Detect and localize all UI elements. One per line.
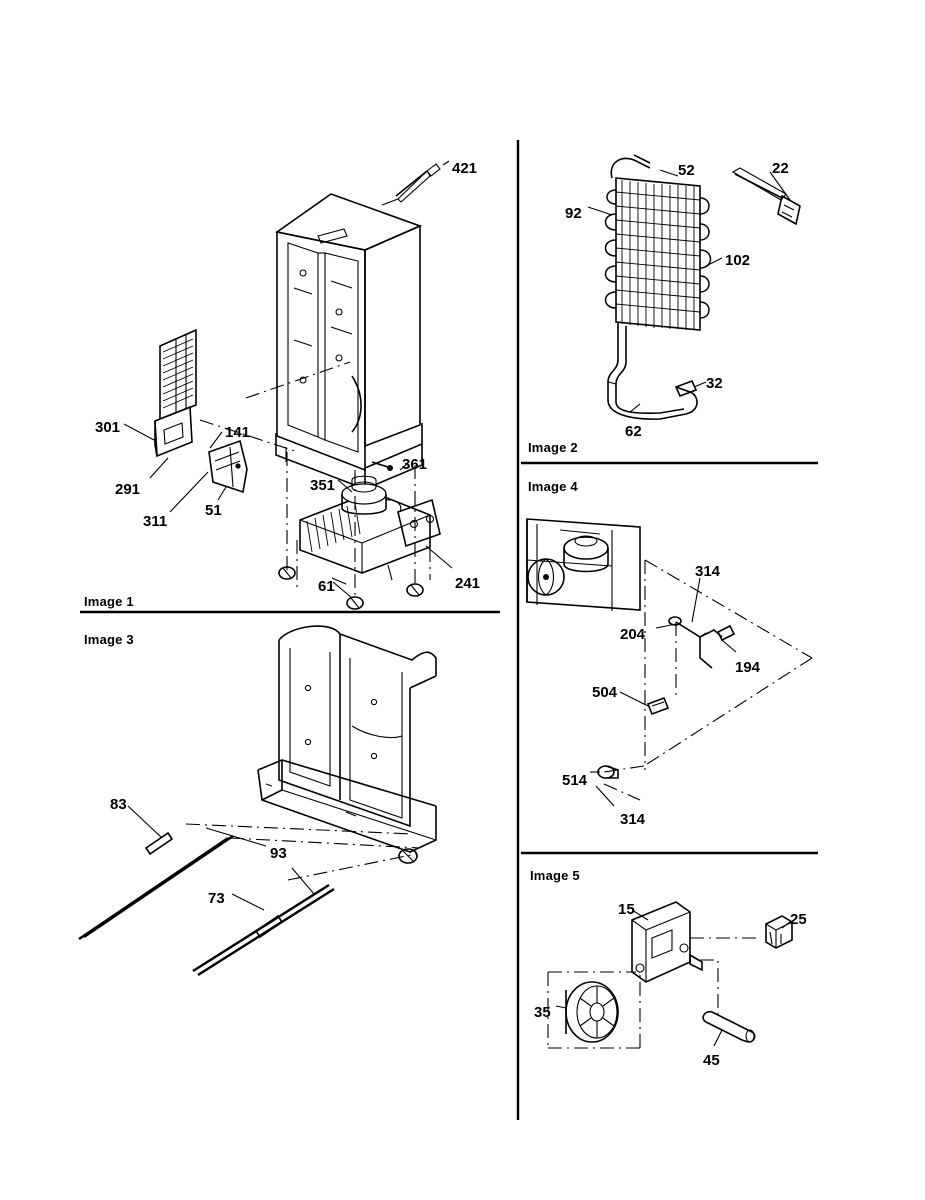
callout-241: 241 bbox=[455, 575, 481, 592]
callout-361: 361 bbox=[402, 456, 428, 473]
callout-421: 421 bbox=[452, 160, 478, 177]
callout-514: 514 bbox=[562, 772, 588, 789]
panel-label-image1: Image 1 bbox=[84, 594, 134, 609]
callout-291: 291 bbox=[115, 481, 141, 498]
callout-32: 32 bbox=[706, 375, 723, 392]
callout-504: 504 bbox=[592, 684, 618, 701]
callout-311: 311 bbox=[143, 513, 168, 530]
callout-22: 22 bbox=[772, 160, 789, 177]
panel-label-image2: Image 2 bbox=[528, 440, 578, 455]
callout-141: 141 bbox=[225, 424, 251, 441]
callout-73: 73 bbox=[208, 890, 225, 907]
callout-194: 194 bbox=[735, 659, 761, 676]
callout-314-bottom: 314 bbox=[620, 811, 646, 828]
callout-93: 93 bbox=[270, 845, 287, 862]
panel-label-image3: Image 3 bbox=[84, 632, 134, 647]
callout-204: 204 bbox=[620, 626, 646, 643]
callout-102: 102 bbox=[725, 252, 751, 269]
callout-51: 51 bbox=[205, 502, 222, 519]
callout-314-top: 314 bbox=[695, 563, 721, 580]
callout-92: 92 bbox=[565, 205, 582, 222]
panel-label-image4: Image 4 bbox=[528, 479, 578, 494]
callout-351: 351 bbox=[310, 477, 336, 494]
callout-35: 35 bbox=[534, 1004, 551, 1021]
callout-45: 45 bbox=[703, 1052, 720, 1069]
callout-15: 15 bbox=[618, 901, 635, 918]
callout-52: 52 bbox=[678, 162, 695, 179]
callout-62: 62 bbox=[625, 423, 642, 440]
panel-label-image5: Image 5 bbox=[530, 868, 580, 883]
callout-301: 301 bbox=[95, 419, 121, 436]
callout-25: 25 bbox=[790, 911, 807, 928]
callout-83: 83 bbox=[110, 796, 127, 813]
callout-61: 61 bbox=[318, 578, 335, 595]
